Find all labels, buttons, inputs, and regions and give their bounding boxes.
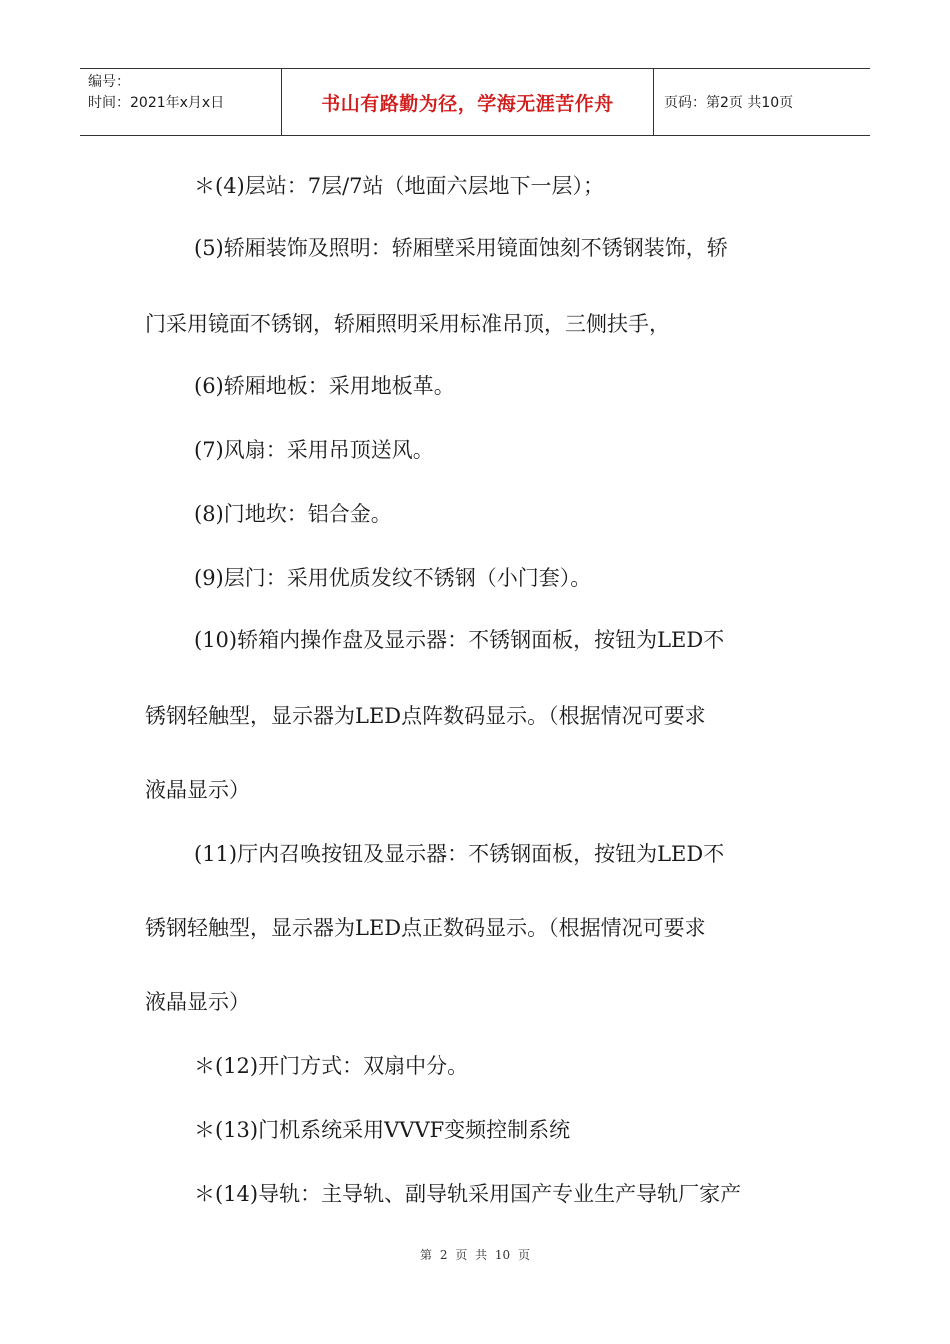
body-line: (8)门地坎：铝合金。 [194, 502, 392, 526]
body-line: (9)层门：采用优质发纹不锈钢（小门套）。 [194, 566, 592, 590]
header-page-info [654, 69, 870, 135]
body-line: 门采用镜面不锈钢，轿厢照明采用标准吊顶，三侧扶手， [145, 312, 670, 336]
body-line: (7)风扇：采用吊顶送风。 [194, 438, 434, 462]
body-line: 锈钢轻触型，显示器为LED点正数码显示。（根据情况可要求 [145, 916, 706, 940]
body-line: (6)轿厢地板：采用地板革。 [194, 374, 455, 398]
page-footer: 第 2 页 共 10 页 [420, 1248, 530, 1262]
body-line: 锈钢轻触型，显示器为LED点阵数码显示。（根据情况可要求 [145, 704, 706, 728]
body-line: (11)厅内召唤按钮及显示器：不锈钢面板，按钮为LED不 [194, 842, 725, 866]
header-motto: 书山有路勤为径，学海无涯苦作舟 [321, 92, 614, 115]
header-motto-cell [282, 69, 654, 135]
body-line: ＊(14)导轨：主导轨、副导轨采用国产专业生产导轨厂家产 [194, 1182, 742, 1206]
page-header [80, 68, 870, 136]
body-line: ＊(12)开门方式：双扇中分。 [194, 1054, 469, 1078]
body-line: (5)轿厢装饰及照明：轿厢壁采用镜面蚀刻不锈钢装饰，轿 [194, 236, 728, 260]
body-line: 液晶显示） [145, 778, 250, 802]
body-line: 液晶显示） [145, 990, 250, 1014]
page-info-text: 页码：第2页 共10页 [664, 95, 794, 111]
document-number: 编号： [88, 74, 130, 90]
header-meta [80, 69, 282, 135]
document-date: 时间：2021年x月x日 [88, 95, 225, 111]
body-line: ＊(4)层站：7层/7站（地面六层地下一层）； [194, 174, 605, 198]
body-line: (10)轿箱内操作盘及显示器：不锈钢面板，按钮为LED不 [194, 628, 725, 652]
body-line: ＊(13)门机系统采用VVVF变频控制系统 [194, 1118, 571, 1142]
